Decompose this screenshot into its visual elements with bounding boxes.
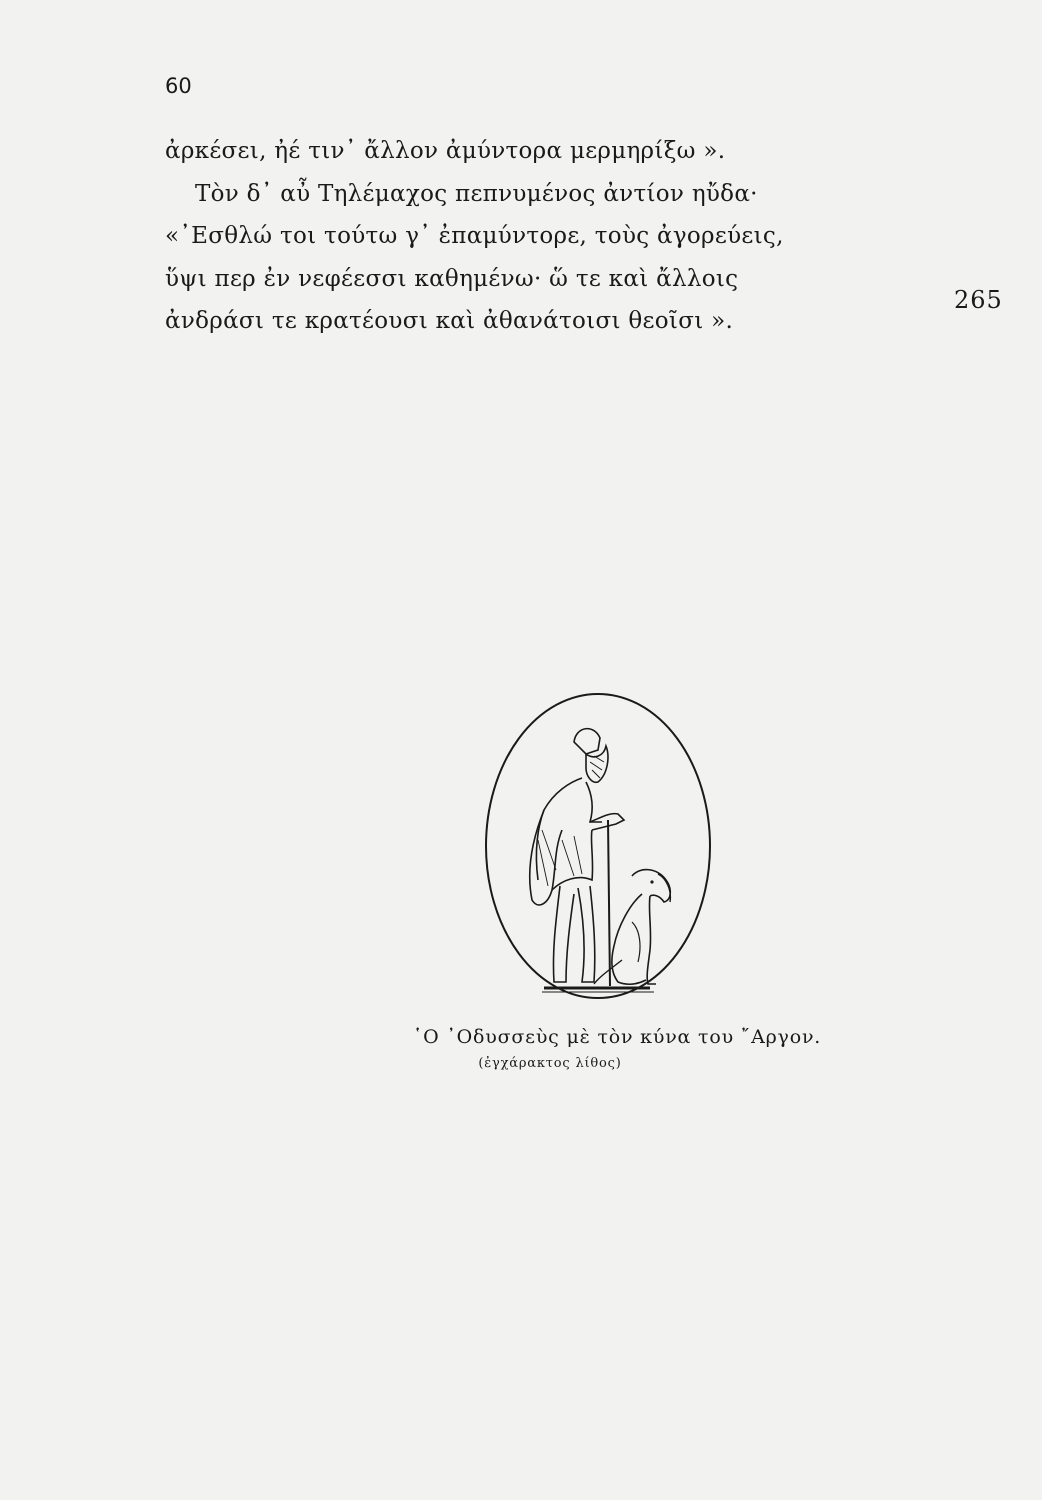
illustration-caption: ῾Ο ᾽Οδυσσεὺς μὲ τὸν κύνα του ῎Αργον. (412, 1026, 822, 1048)
illustration-subcaption: (ἐγχάρακτος λίθος) (478, 1056, 622, 1071)
verse-line: Τὸν δ᾽ αὖ Τηλέμαχος πεπνυμένος ἀντίον ηὔδα· (195, 180, 758, 207)
verse-line: ἀρκέσει, ἠέ τιν᾽ ἄλλον ἀμύντορα μερμηρίξω ». (165, 138, 726, 164)
odysseus-argos-engraving (482, 690, 714, 1002)
verse-line: «᾽Εσθλώ τοι τούτω γ᾽ ἐπαμύντορε, τοὺς ἀγορεύεις, (165, 223, 784, 249)
verse-block (165, 130, 865, 343)
line-number: 265 (954, 286, 1003, 314)
page-number: 60 (165, 74, 192, 98)
verse-line: ἀνδράσι τε κρατέουσι καὶ ἀθανάτοισι θεοῖσι ». (165, 308, 734, 334)
verse-line: ὕψι περ ἐν νεφέεσσι καθημένω· ὥ τε καὶ ἄλλοις (165, 265, 739, 292)
